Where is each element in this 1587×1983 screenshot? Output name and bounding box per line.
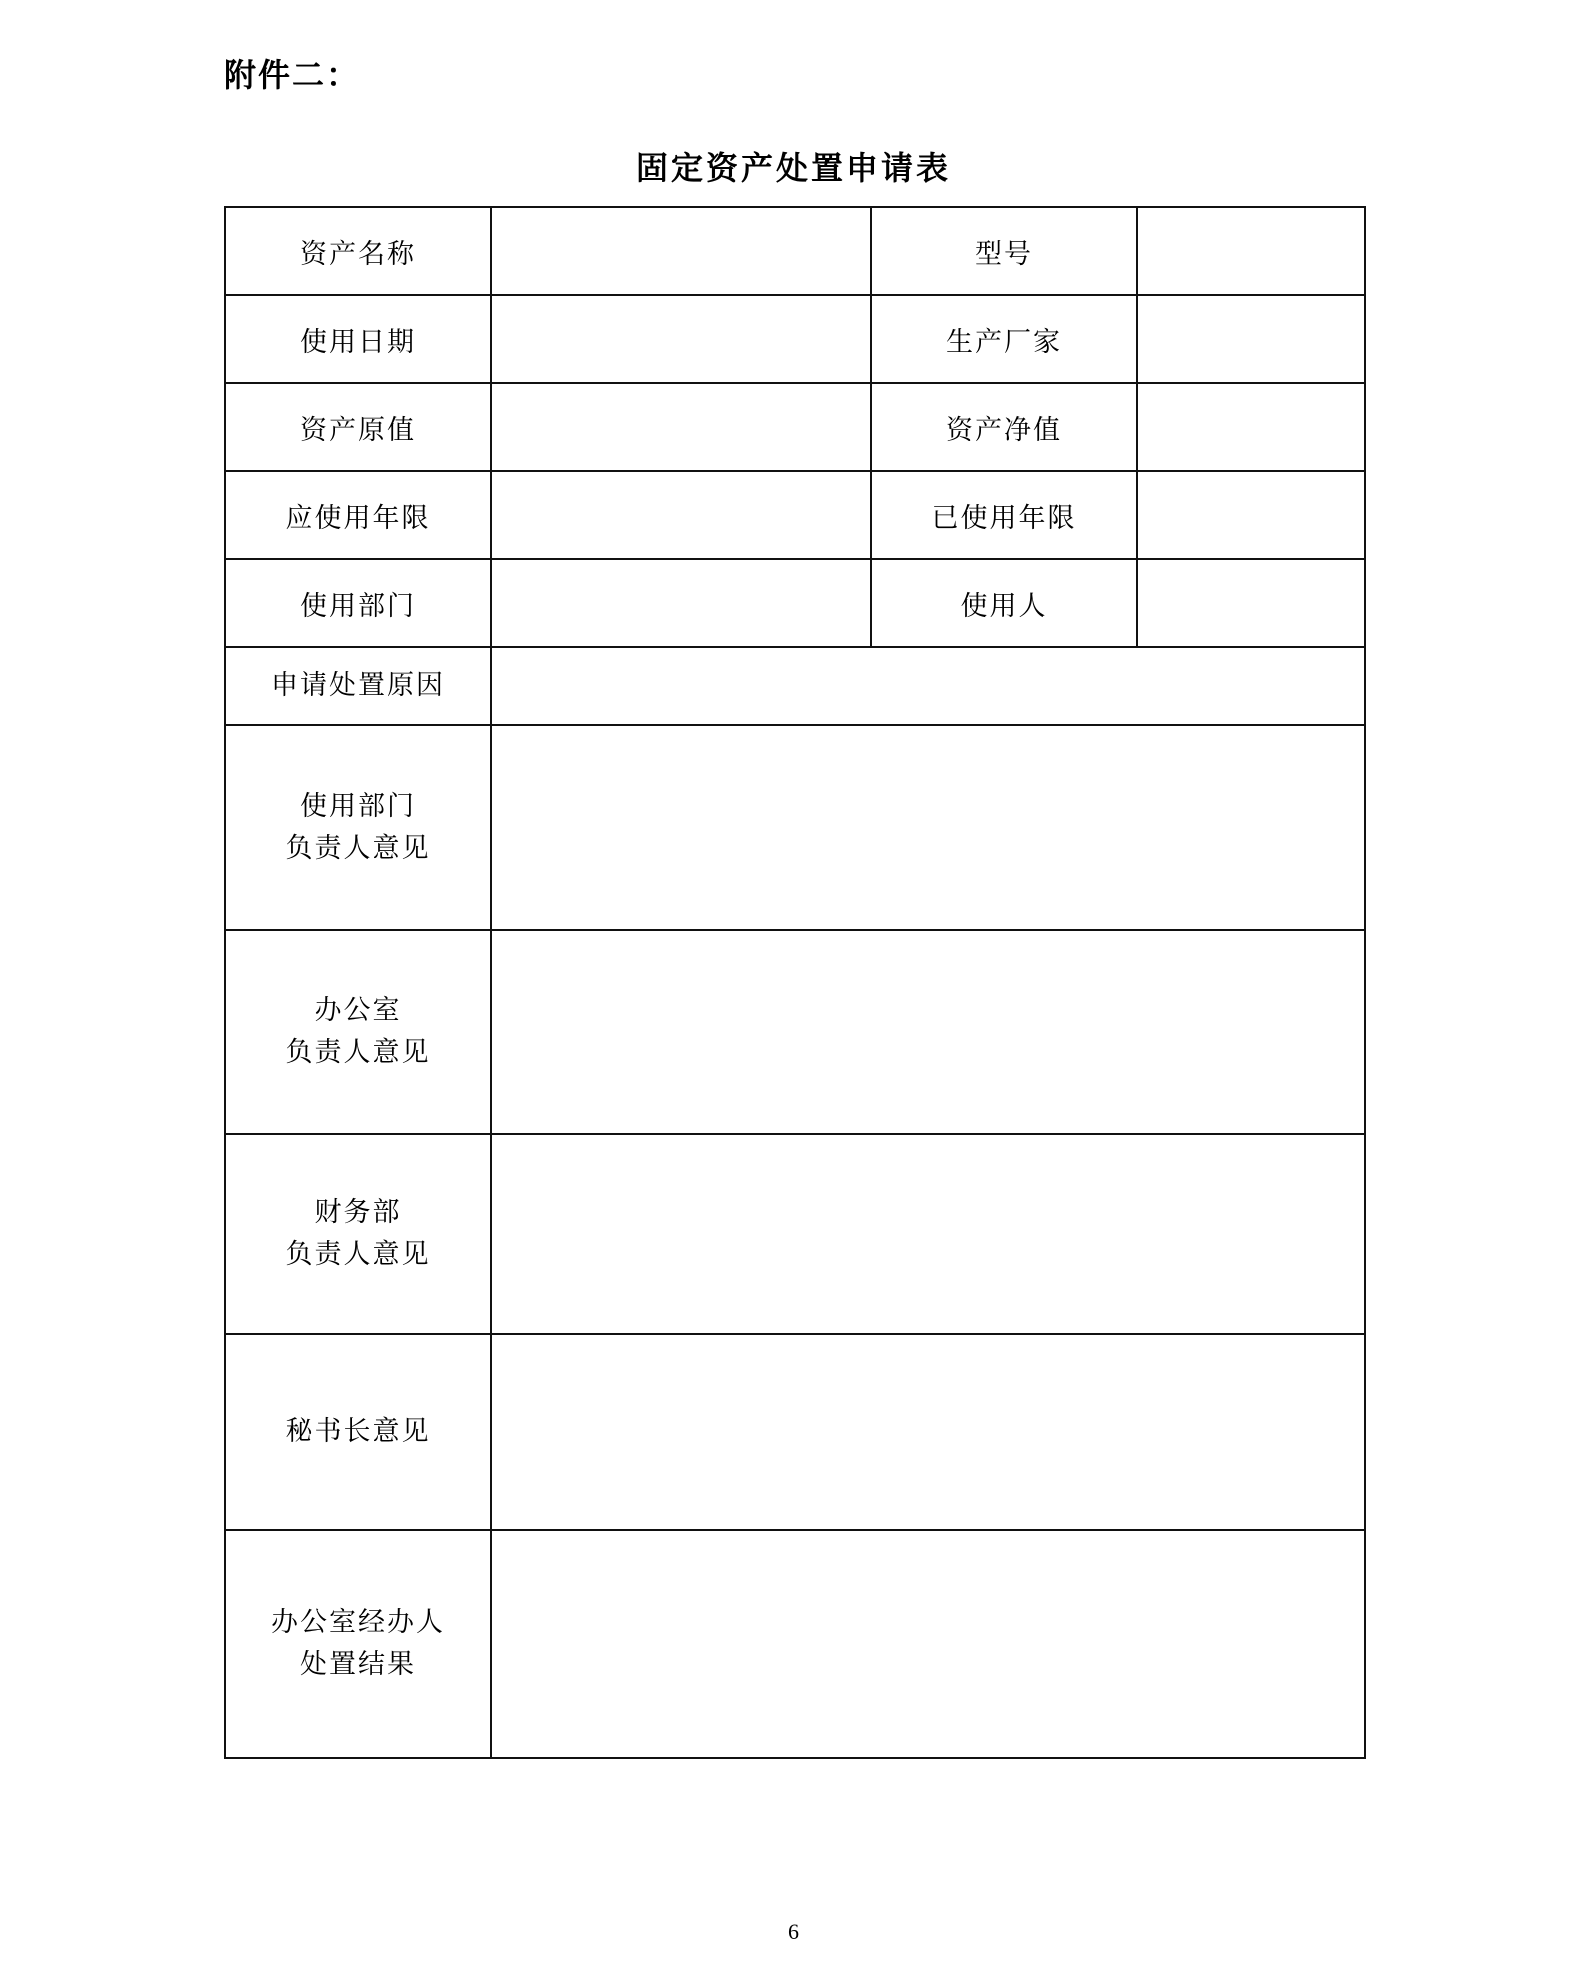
field-value-used-life[interactable]	[1137, 471, 1365, 559]
form-container	[224, 206, 1364, 1759]
field-label-disposal-reason	[225, 647, 491, 725]
label-line: 办公室经办人	[271, 1607, 445, 1638]
field-label-user: 使用人	[871, 559, 1137, 647]
field-label-using-department: 使用部门	[225, 559, 491, 647]
table-row	[225, 383, 1365, 471]
field-value-using-department[interactable]	[491, 559, 871, 647]
label-line: 负责人意见	[285, 832, 431, 863]
table-row	[225, 1334, 1365, 1530]
field-label-finance-head-opinion	[225, 1134, 491, 1334]
table-row	[225, 471, 1365, 559]
field-value-original-value[interactable]	[491, 383, 871, 471]
label-line: 办公室	[314, 995, 402, 1026]
table-row	[225, 647, 1365, 725]
field-label-secretary-general-opinion	[225, 1334, 491, 1530]
field-label-model: 型号	[871, 207, 1137, 295]
label-line: 使用部门	[300, 790, 416, 821]
page-title: 固定资产处置申请表	[635, 150, 951, 186]
field-value-net-value[interactable]	[1137, 383, 1365, 471]
field-value-user[interactable]	[1137, 559, 1365, 647]
fixed-asset-disposal-form	[224, 206, 1366, 1759]
field-value-department-head-opinion[interactable]	[491, 725, 1365, 930]
label-line: 申请处置原因	[271, 670, 445, 701]
field-label-original-value: 资产原值	[225, 383, 491, 471]
field-value-asset-name[interactable]	[491, 207, 871, 295]
table-row	[225, 1530, 1365, 1758]
field-label-office-head-opinion	[225, 930, 491, 1134]
table-row	[225, 559, 1365, 647]
table-row	[225, 930, 1365, 1134]
page-number: 6	[788, 1919, 799, 1944]
field-label-use-date: 使用日期	[225, 295, 491, 383]
field-value-secretary-general-opinion[interactable]	[491, 1334, 1365, 1530]
field-value-office-head-opinion[interactable]	[491, 930, 1365, 1134]
table-row	[225, 725, 1365, 930]
field-value-finance-head-opinion[interactable]	[491, 1134, 1365, 1334]
table-row	[225, 207, 1365, 295]
field-label-asset-name: 资产名称	[225, 207, 491, 295]
field-label-used-life: 已使用年限	[871, 471, 1137, 559]
field-value-model[interactable]	[1137, 207, 1365, 295]
field-label-net-value: 资产净值	[871, 383, 1137, 471]
field-label-department-head-opinion	[225, 725, 491, 930]
field-label-manufacturer: 生产厂家	[871, 295, 1137, 383]
field-value-expected-life[interactable]	[491, 471, 871, 559]
attachment-label: 附件二：	[224, 57, 361, 93]
label-line: 财务部	[314, 1197, 402, 1228]
table-row	[225, 1134, 1365, 1334]
label-line: 负责人意见	[285, 1037, 431, 1067]
table-row	[225, 295, 1365, 383]
label-line: 负责人意见	[285, 1239, 431, 1269]
label-line: 秘书长意见	[285, 1416, 431, 1447]
field-value-use-date[interactable]	[491, 295, 871, 383]
label-line: 处置结果	[300, 1649, 416, 1679]
field-value-manufacturer[interactable]	[1137, 295, 1365, 383]
field-label-expected-life: 应使用年限	[225, 471, 491, 559]
field-value-disposal-reason[interactable]	[491, 647, 1365, 725]
field-value-office-handler-result[interactable]	[491, 1530, 1365, 1758]
field-label-office-handler-result	[225, 1530, 491, 1758]
